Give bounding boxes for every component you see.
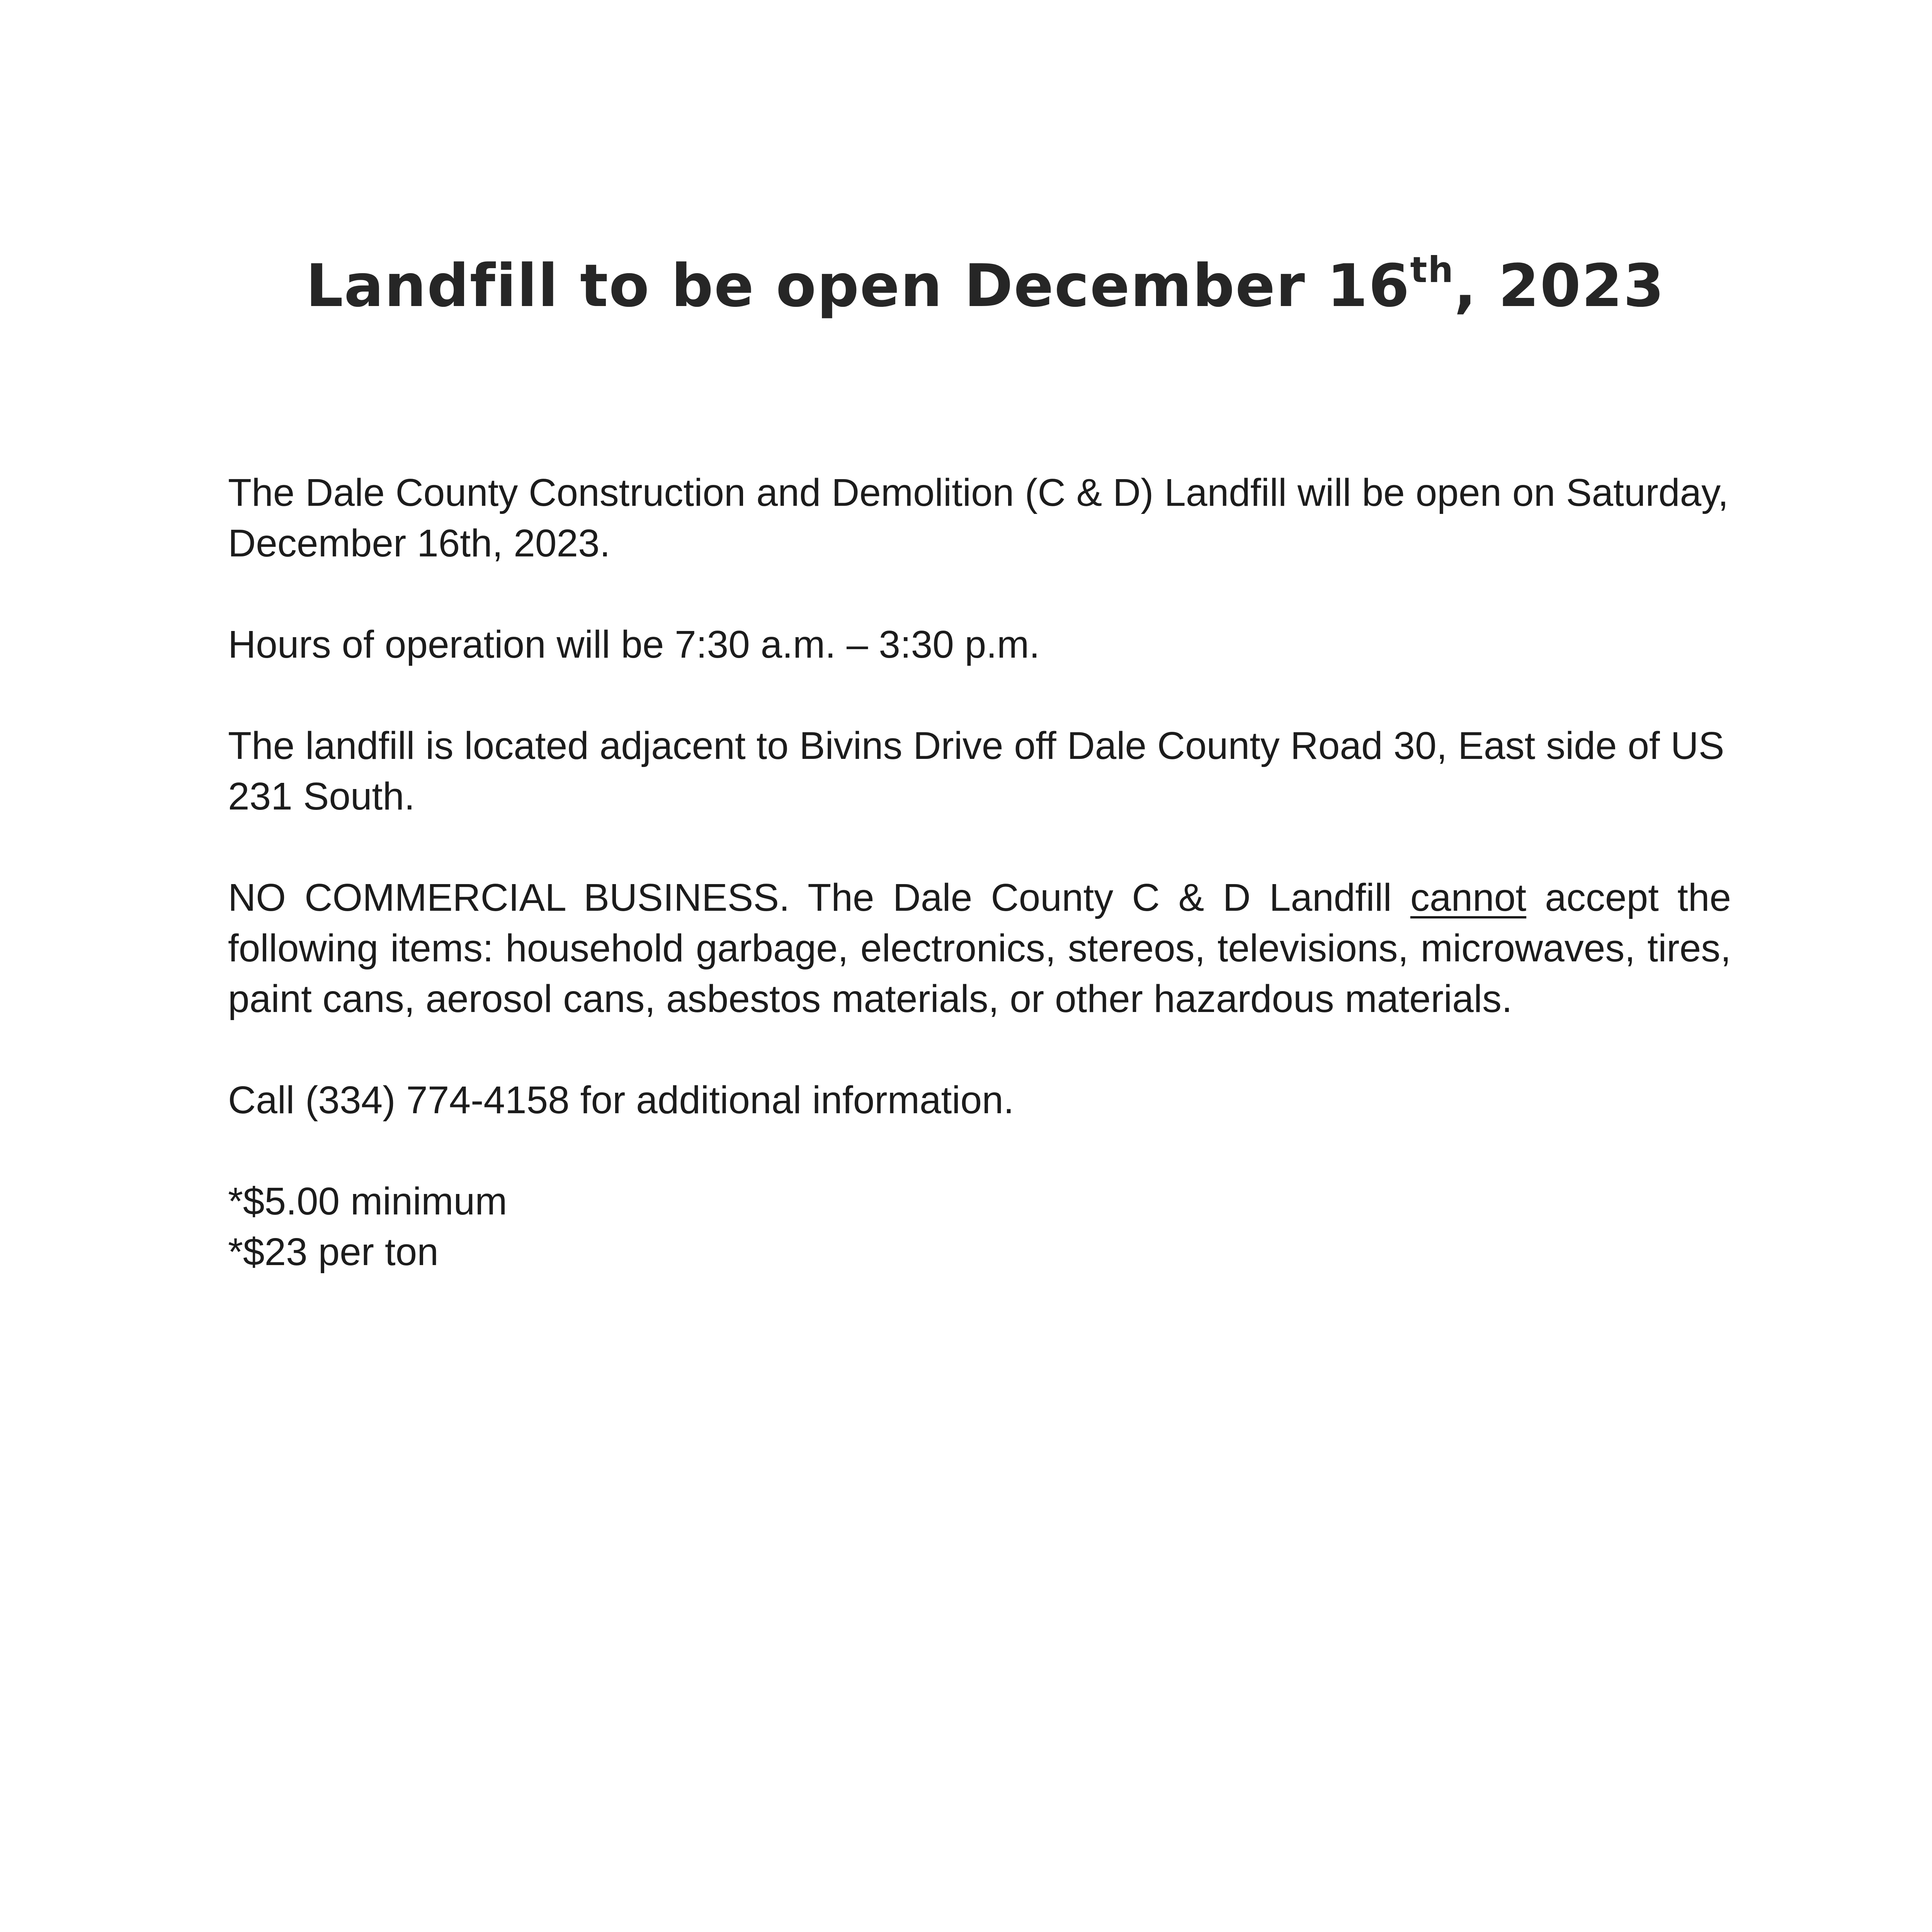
page-title <box>0 247 1932 325</box>
notice-body <box>228 468 1731 1277</box>
title-superscript: th <box>1410 249 1454 291</box>
hours-paragraph: Hours of operation will be 7:30 a.m. – 3:30 p.m. <box>228 623 1040 666</box>
fee-per-ton: *$23 per ton <box>228 1230 439 1274</box>
location-paragraph: The landfill is located adjacent to Bivins Drive off Dale County Road 30, East side of US 231 South. <box>228 724 1725 818</box>
restrictions-paragraph <box>228 872 1731 1024</box>
restrictions-items: accept the following items: household garbage, electronics, stereos, televisions, microwaves, tires, paint cans, aerosol cans, asbestos materials, or other hazardous materials. <box>228 876 1731 1020</box>
fees-block <box>228 1176 1731 1277</box>
opening-paragraph: The Dale County Construction and Demolition (C & D) Landfill will be open on Saturday, December 16th, 2023. <box>228 471 1729 565</box>
restrictions-emphasis: cannot <box>1410 876 1527 919</box>
title-year: , 2023 <box>1454 252 1665 320</box>
title-text: Landfill to be open December 16 <box>306 252 1410 320</box>
contact-paragraph: Call (334) 774-4158 for additional information. <box>228 1078 1014 1122</box>
restrictions-lead: NO COMMERCIAL BUSINESS. The Dale County C & D Landfill <box>228 876 1410 919</box>
fee-minimum: *$5.00 minimum <box>228 1180 507 1223</box>
